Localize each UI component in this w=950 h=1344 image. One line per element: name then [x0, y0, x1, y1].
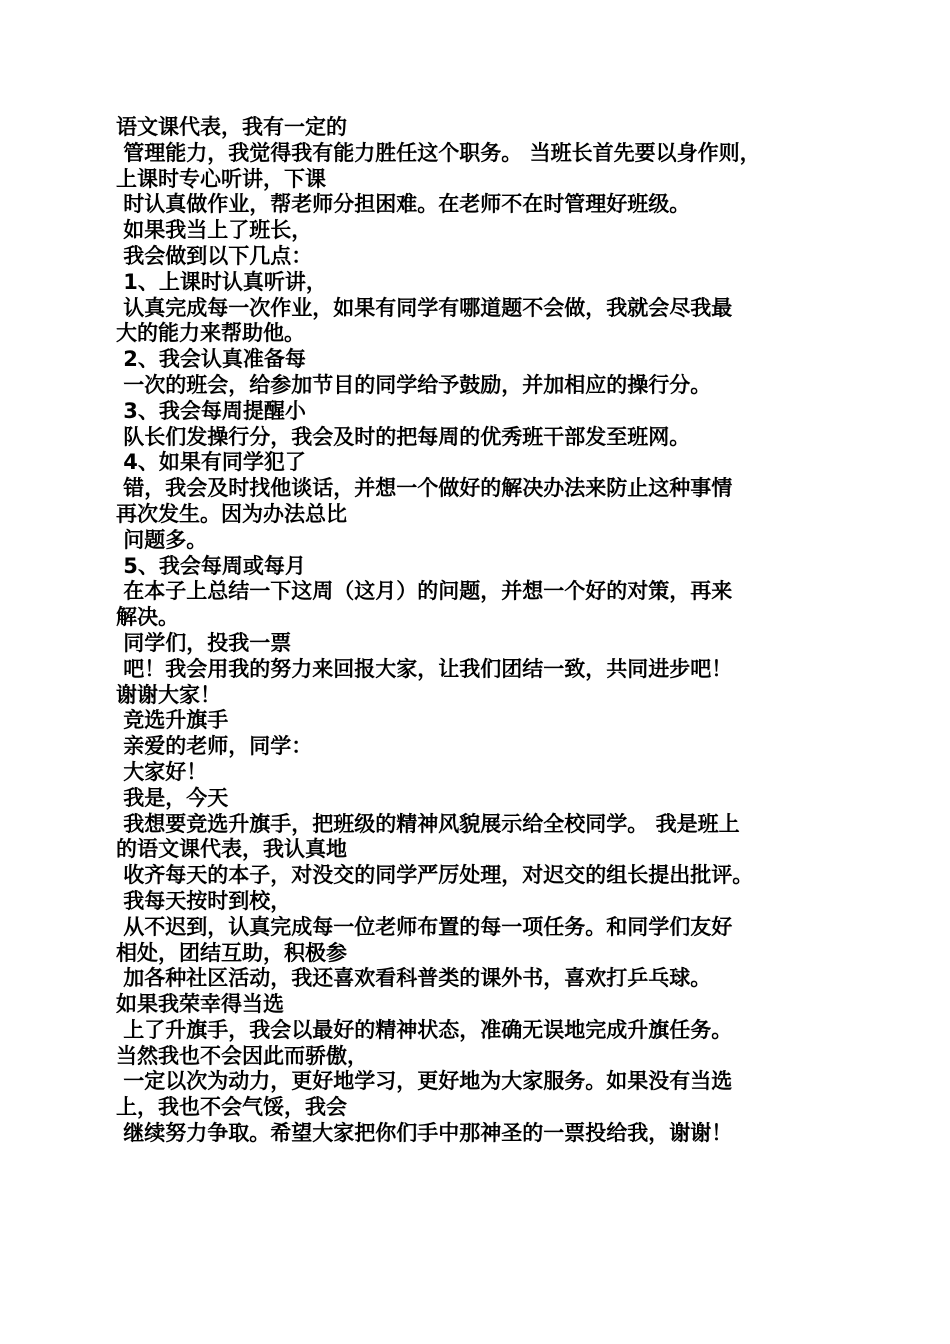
text-line: 管理能力，我觉得我有能力胜任这个职务。 当班长首先要以身作则， — [116, 140, 761, 165]
text-line: 上，我也不会气馁，我会 — [116, 1095, 347, 1120]
text-line: 从不迟到，认真完成每一位老师布置的每一项任务。和同学们友好 — [116, 914, 733, 939]
text-line: 大的能力来帮助他。 — [116, 321, 305, 346]
document-body — [116, 115, 832, 1147]
text-line: 如果我当上了班长， — [116, 218, 313, 243]
text-line: 1、上课时认真听讲， — [116, 269, 327, 294]
text-line: 如果我荣幸得当选 — [116, 992, 284, 1017]
text-line: 我会做到以下几点： — [116, 243, 313, 268]
text-line: 5、我会每周或每月 — [116, 553, 306, 578]
text-line: 2、我会认真准备每 — [116, 347, 306, 372]
text-line: 4、如果有同学犯了 — [116, 450, 306, 475]
text-line: 在本子上总结一下这周（这月）的问题，并想一个好的对策，再来 — [116, 579, 733, 604]
text-line: 亲爱的老师，同学： — [116, 734, 313, 759]
text-line: 吧！我会用我的努力来回报大家，让我们团结一致，共同进步吧！ — [116, 656, 733, 681]
text-line: 队长们发操行分，我会及时的把每周的优秀班干部发至班网。 — [116, 424, 691, 449]
text-line: 的语文课代表，我认真地 — [116, 837, 347, 862]
text-line: 当然我也不会因此而骄傲， — [116, 1043, 368, 1068]
text-line: 认真完成每一次作业，如果有同学有哪道题不会做，我就会尽我最 — [116, 295, 733, 320]
text-line: 一定以次为动力，更好地学习，更好地为大家服务。如果没有当选 — [116, 1069, 733, 1094]
text-line: 谢谢大家！ — [116, 682, 221, 707]
text-line: 解决。 — [116, 605, 179, 630]
text-line: 错，我会及时找他谈话，并想一个做好的解决办法来防止这种事情 — [116, 476, 733, 501]
text-line: 我想要竞选升旗手，把班级的精神风貌展示给全校同学。 我是班上 — [116, 811, 740, 836]
text-line: 继续努力争取。希望大家把你们手中那神圣的一票投给我，谢谢！ — [116, 1121, 733, 1146]
text-line: 同学们，投我一票 — [116, 630, 292, 655]
text-line: 再次发生。因为办法总比 — [116, 501, 347, 526]
text-line: 我每天按时到校， — [116, 888, 292, 913]
text-line: 大家好！ — [116, 759, 208, 784]
text-line: 我是，今天 — [116, 785, 229, 810]
text-line: 竞选升旗手 — [116, 708, 229, 733]
text-line: 语文课代表，我有一定的 — [116, 115, 347, 139]
text-line: 相处，团结互助，积极参 — [116, 940, 347, 965]
text-line: 时认真做作业，帮老师分担困难。在老师不在时管理好班级。 — [116, 192, 691, 217]
text-line: 加各种社区活动，我还喜欢看科普类的课外书，喜欢打乒乓球。 — [116, 966, 712, 991]
text-line: 一次的班会，给参加节目的同学给予鼓励，并加相应的操行分。 — [116, 372, 712, 397]
text-line: 上课时专心听讲，下课 — [116, 166, 326, 191]
text-line: 问题多。 — [116, 527, 208, 552]
text-line: 上了升旗手，我会以最好的精神状态，准确无误地完成升旗任务。 — [116, 1017, 733, 1042]
text-line: 3、我会每周提醒小 — [116, 398, 306, 423]
text-line: 收齐每天的本子，对没交的同学严厉处理，对迟交的组长提出批评。 — [116, 863, 754, 888]
